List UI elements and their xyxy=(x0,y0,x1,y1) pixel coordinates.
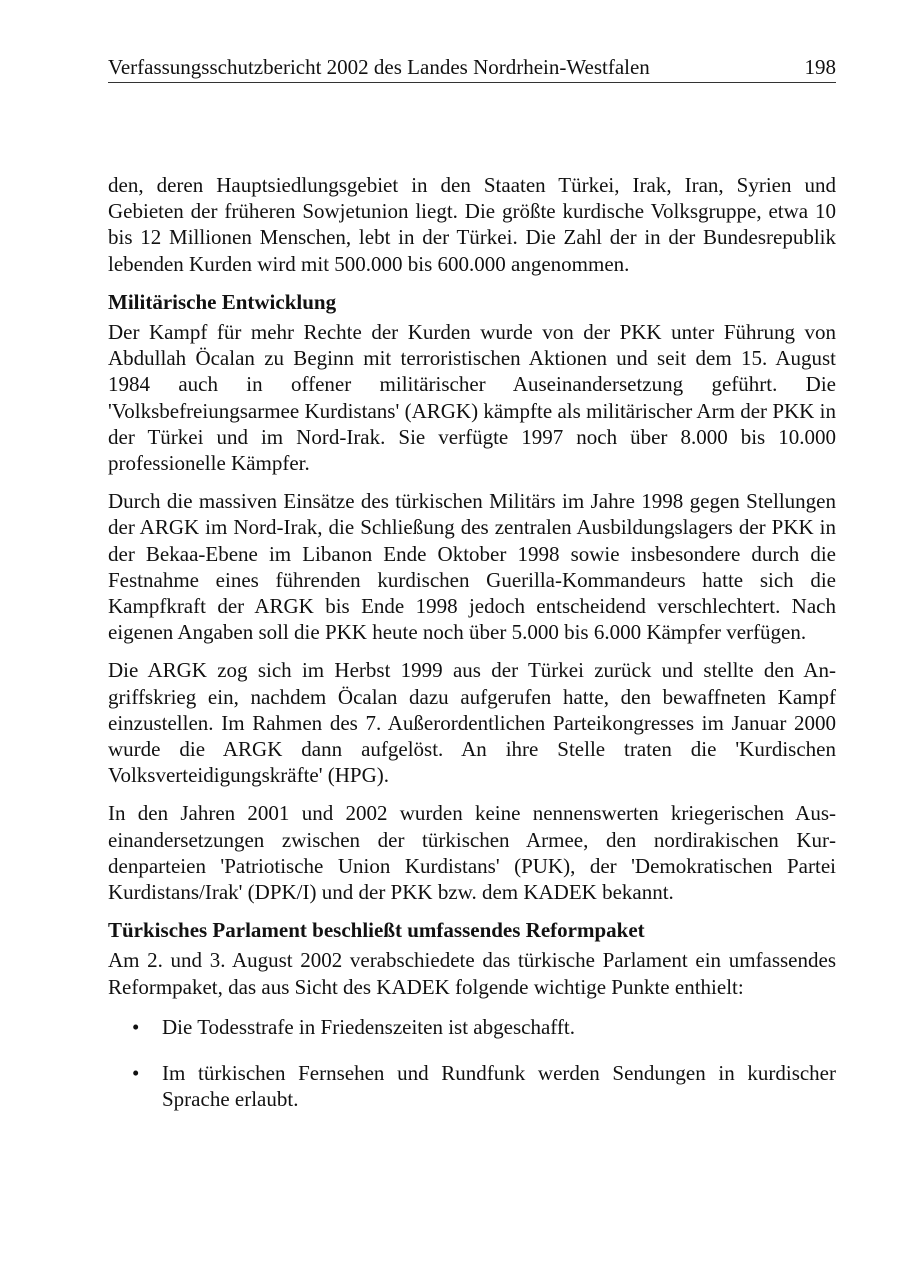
bullet-list xyxy=(108,1014,836,1113)
document-title: Verfassungsschutzbericht 2002 des Landes Nordrhein-Westfalen xyxy=(108,55,650,79)
bullet-icon: • xyxy=(132,1061,140,1086)
list-item xyxy=(108,1014,836,1040)
paragraph: Am 2. und 3. August 2002 verabschiedete das türkische Parlament ein umfassendes Reformpaket, das aus Sicht des KADEK folgende wichtige Punkte enthielt: xyxy=(108,948,836,999)
paragraph: Der Kampf für mehr Rechte der Kurden wurde von der PKK unter Führung von Abdullah Öcalan zu Beginn mit terroristischen Aktionen und seit dem 15. August 1984 auch in offener militärischer Auseinandersetzung geführt. Die 'Volksbefreiungsarmee Kurdistans' (ARGK) kämpfte als militärischer Arm der PKK in der Türkei und im Nord-Irak. Sie verfügte 1997 noch über 8.000 bis 10.000 professionelle Kämpfer. xyxy=(108,320,836,476)
paragraph: Die ARGK zog sich im Herbst 1999 aus der Türkei zurück und stellte den Angriffskrieg ein, nachdem Öcalan dazu aufgerufen hatte, den bewaffneten Kampf einzustellen. Im Rahmen des 7. Außerordentlichen Parteikongresses im Januar 2000 wurde die ARGK dann aufgelöst. An ihre Stelle traten die 'Kurdischen Volksverteidigungskräfte' (HPG). xyxy=(108,658,836,788)
list-item xyxy=(108,1060,836,1112)
bullet-icon: • xyxy=(132,1014,140,1039)
paragraph: In den Jahren 2001 und 2002 wurden keine nennenswerten kriegerischen Auseinandersetzungen zwischen der türkischen Armee, den nordirakischen Kurdenparteien 'Patriotische Union Kurdistans' (PUK), der 'Demokratischen Partei Kurdistans/Irak' (DPK/I) und der PKK bzw. dem KADEK bekannt. xyxy=(108,801,836,905)
intro-paragraph: den, deren Hauptsiedlungsgebiet in den Staaten Türkei, Irak, Iran, Syrien und Gebieten der früheren Sowjetunion liegt. Die größte kurdische Volksgruppe, etwa 10 bis 12 Millionen Menschen, lebt in der Türkei. Die Zahl der in der Bundesrepublik lebenden Kurden wird mit 500.000 bis 600.000 angenommen. xyxy=(108,173,836,276)
paragraph: Durch die massiven Einsätze des türkischen Militärs im Jahre 1998 gegen Stellungen der ARGK im Nord-Irak, die Schließung des zentralen Ausbildungslagers der PKK in der Bekaa-Ebene im Libanon Ende Oktober 1998 sowie insbesondere durch die Festnahme eines führenden kurdischen Guerilla-Kommandeurs hatte sich die Kampfkraft der ARGK bis Ende 1998 jedoch entscheidend verschlechtert. Nach eigenen Angaben soll die PKK heute noch über 5.000 bis 6.000 Kämpfer verfügen. xyxy=(108,489,836,645)
section-heading-military: Militärische Entwicklung xyxy=(108,289,337,314)
page-header xyxy=(108,52,836,83)
section-heading-reform: Türkisches Parlament beschließt umfassendes Reformpaket xyxy=(108,918,645,943)
list-item-text: Im türkischen Fernsehen und Rundfunk werden Sendungen in kurdischer Sprache erlaubt. xyxy=(162,1061,836,1112)
page-number: 198 xyxy=(804,55,836,79)
list-item-text: Die Todesstrafe in Friedenszeiten ist abgeschafft. xyxy=(162,1014,575,1039)
page-body xyxy=(108,172,836,1133)
